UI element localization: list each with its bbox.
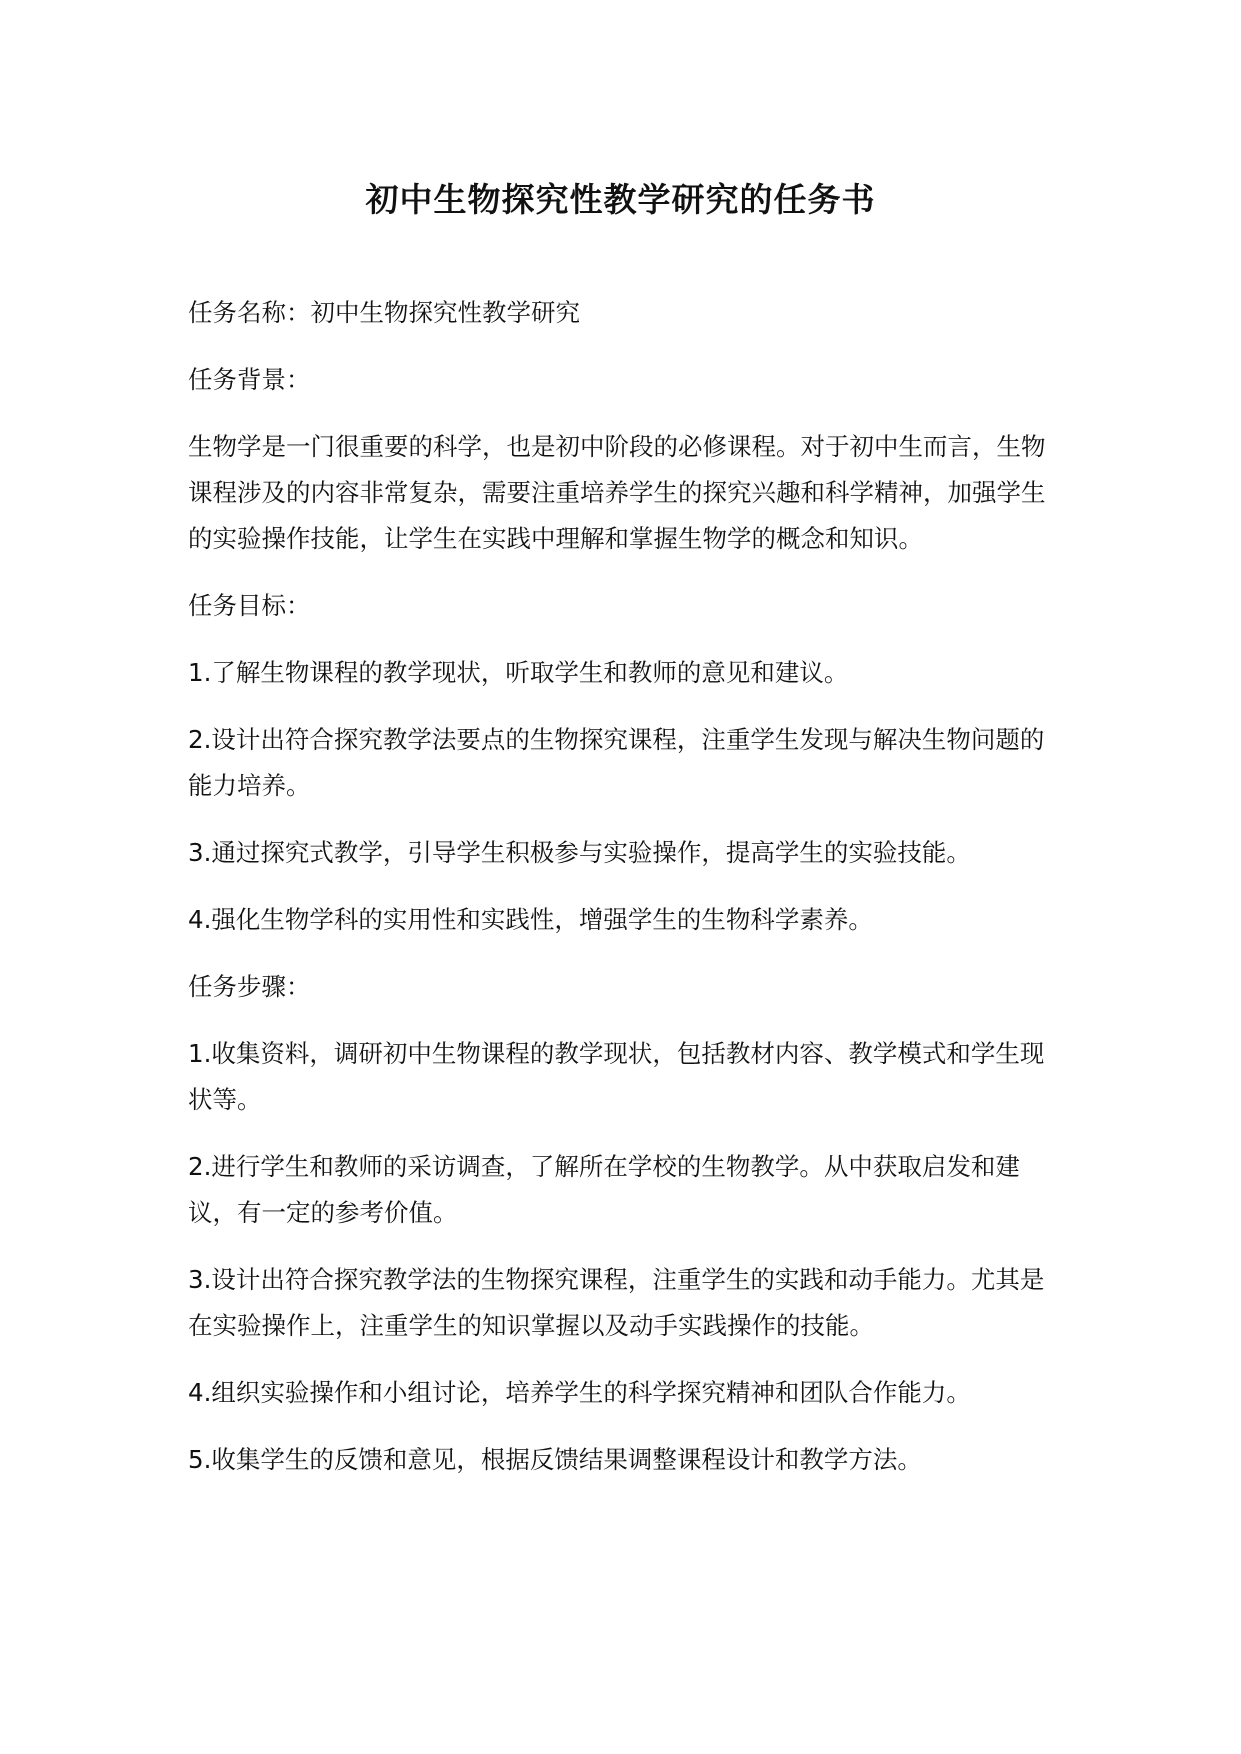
document-body: [188, 290, 1056, 1504]
step-item: 2.进行学生和教师的采访调查，了解所在学校的生物教学。从中获取启发和建议，有一定的参考价值。: [188, 1152, 1020, 1227]
task-goals-heading: 任务目标：: [188, 591, 311, 620]
step-item: 3.设计出符合探究教学法的生物探究课程，注重学生的实践和动手能力。尤其是在实验操作上，注重学生的知识掌握以及动手实践操作的技能。: [188, 1265, 1045, 1340]
task-background-paragraph: 生物学是一门很重要的科学，也是初中阶段的必修课程。对于初中生而言，生物课程涉及的内容非常复杂，需要注重培养学生的探究兴趣和科学精神，加强学生的实验操作技能，让学生在实践中理解和掌握生物学的概念和知识。: [188, 432, 1046, 553]
goal-item: 2.设计出符合探究教学法要点的生物探究课程，注重学生发现与解决生物问题的能力培养。: [188, 725, 1045, 800]
step-item: 4.组织实验操作和小组讨论，培养学生的科学探究精神和团队合作能力。: [188, 1378, 971, 1407]
step-item: 1.收集资料，调研初中生物课程的教学现状，包括教材内容、教学模式和学生现状等。: [188, 1039, 1045, 1114]
document-title: 初中生物探究性教学研究的任务书: [365, 180, 876, 219]
goal-item: 1.了解生物课程的教学现状，听取学生和教师的意见和建议。: [188, 658, 849, 687]
task-background-heading: 任务背景：: [188, 365, 311, 394]
goal-item: 4.强化生物学科的实用性和实践性，增强学生的生物科学素养。: [188, 905, 873, 934]
step-item: 5.收集学生的反馈和意见，根据反馈结果调整课程设计和教学方法。: [188, 1445, 922, 1474]
task-name-line: 任务名称：初中生物探究性教学研究: [188, 298, 580, 327]
task-steps-heading: 任务步骤：: [188, 972, 311, 1001]
goal-item: 3.通过探究式教学，引导学生积极参与实验操作，提高学生的实验技能。: [188, 838, 971, 867]
